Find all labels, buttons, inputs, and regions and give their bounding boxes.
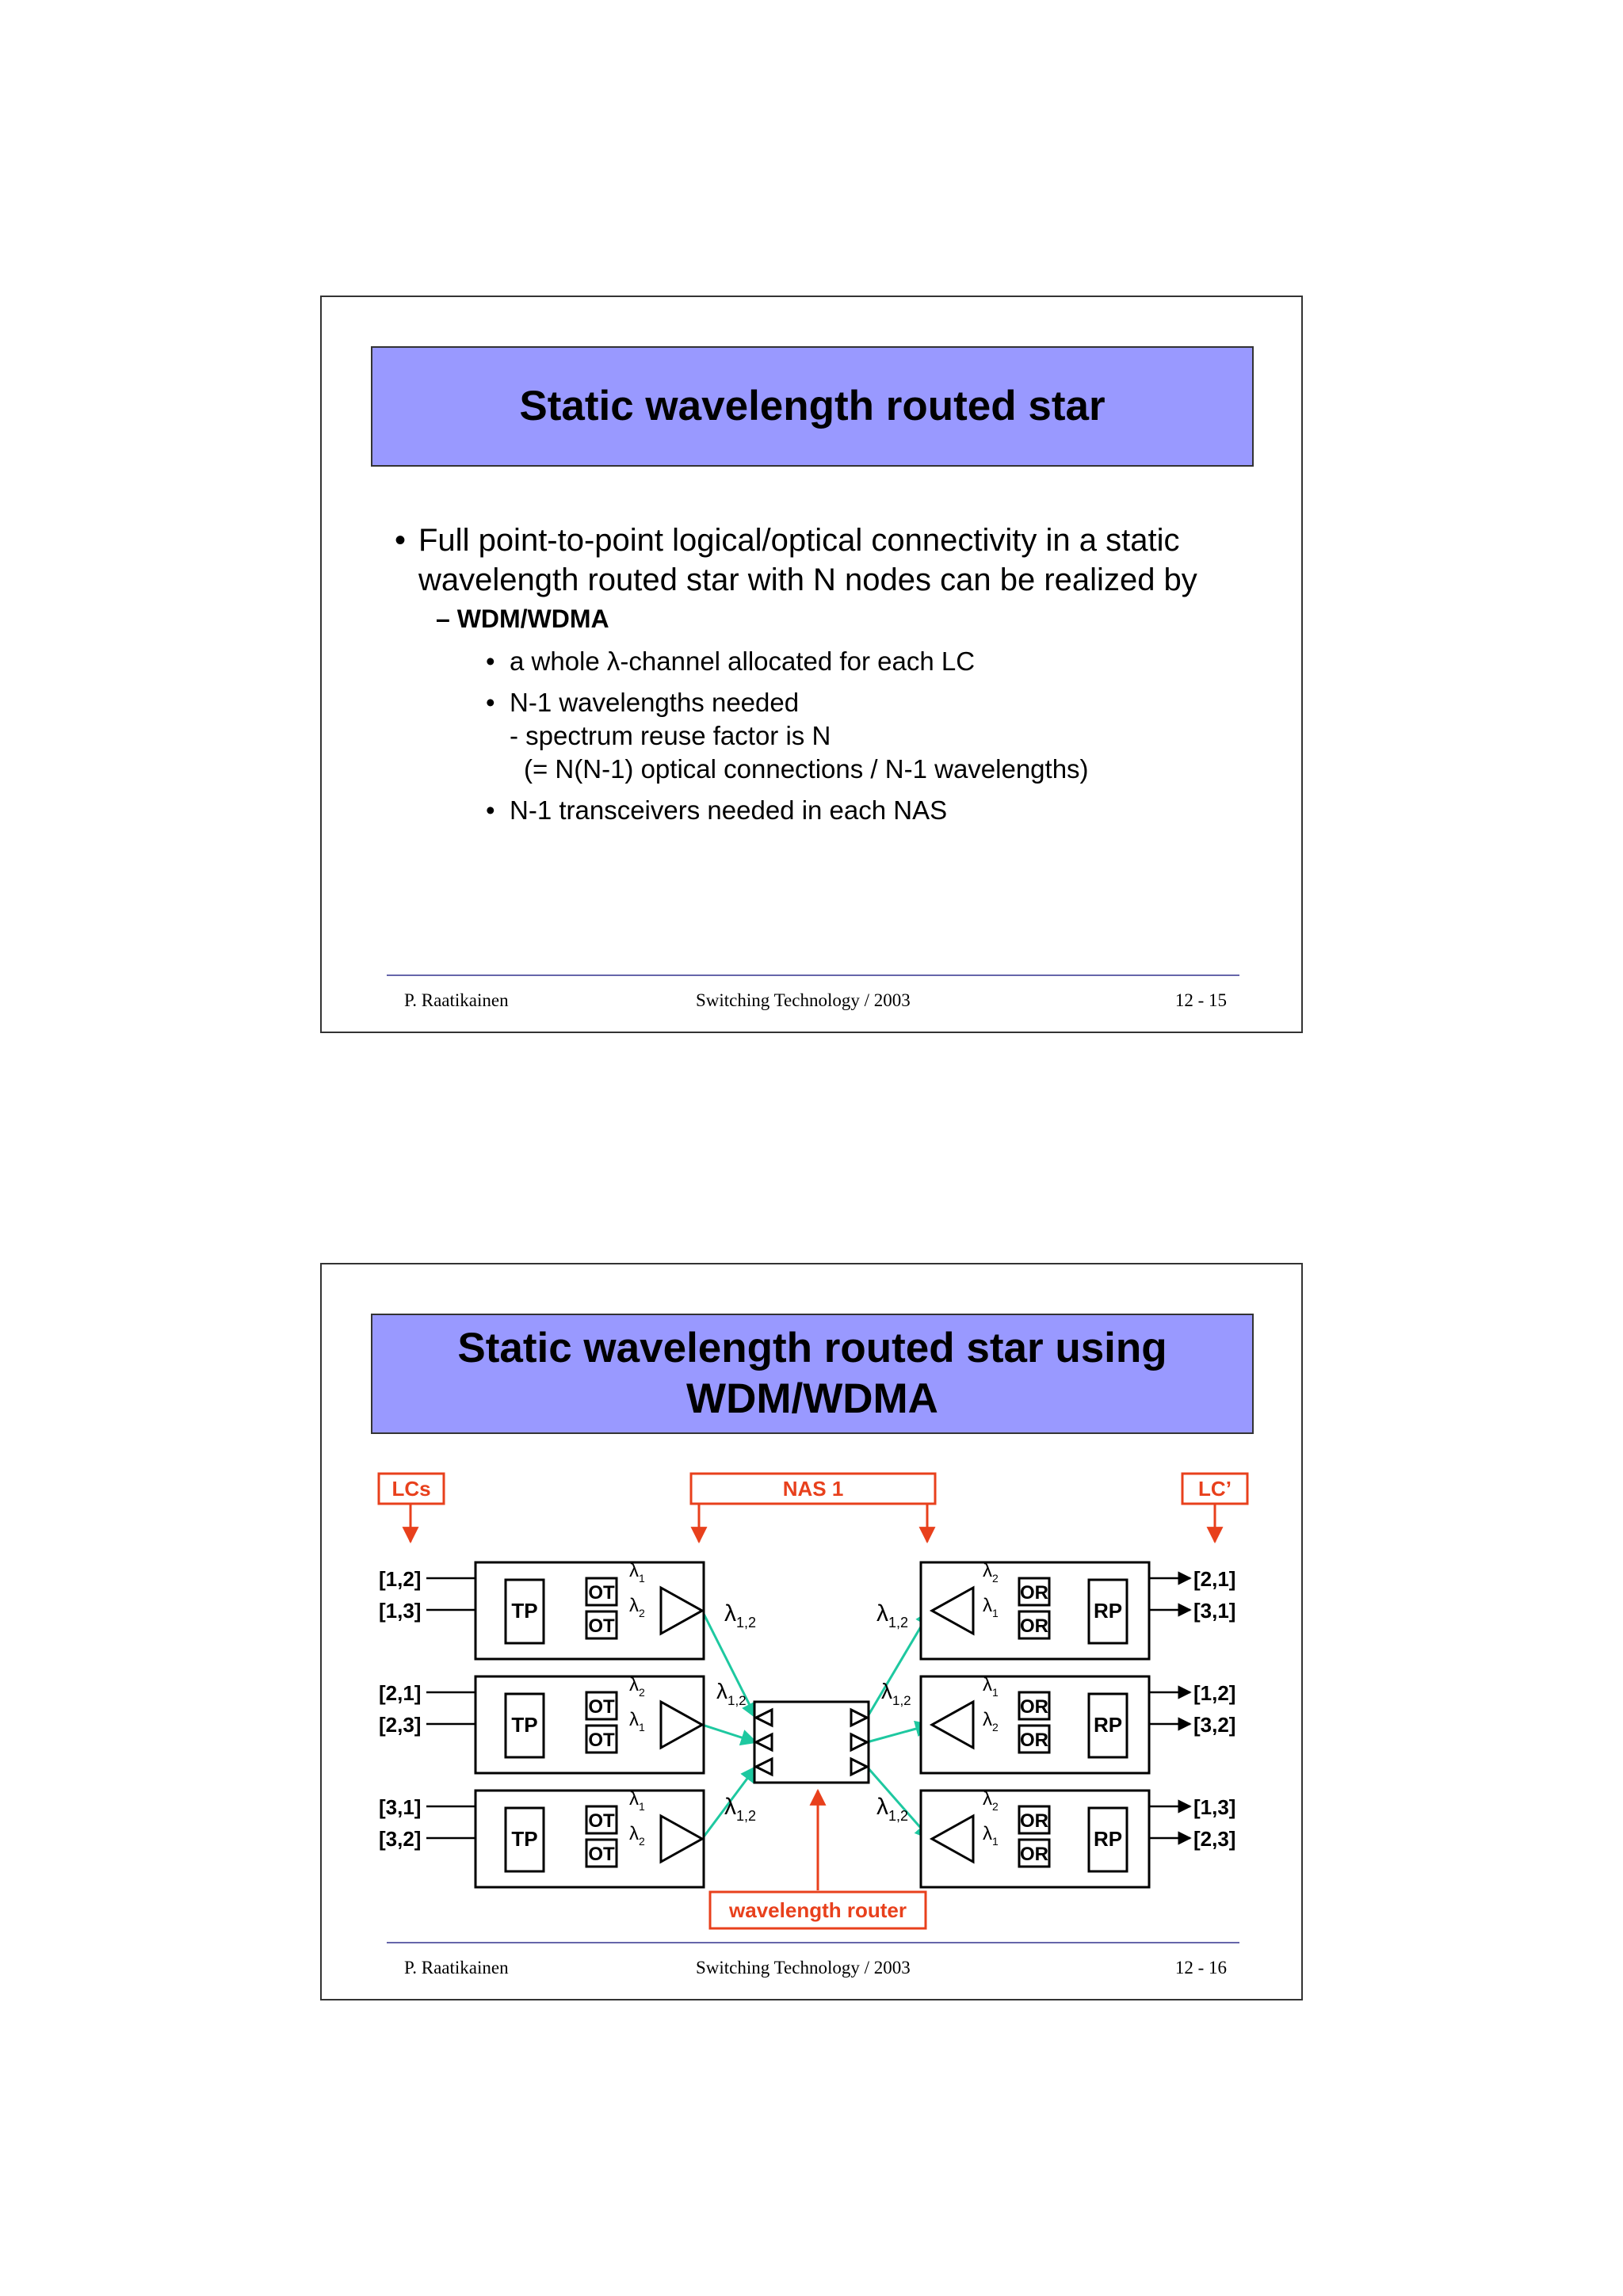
callout-lcs-label: LCs — [391, 1477, 431, 1501]
ot-label: OT — [588, 1844, 615, 1865]
ot-label: OT — [588, 1582, 615, 1604]
lc-output-label: [3,1] — [1193, 1599, 1236, 1623]
rp-label: RP — [1093, 1827, 1123, 1851]
lambda-label: $\lambda_1$ — [629, 1788, 645, 1813]
slide-title: Static wavelength routed star — [519, 383, 1106, 429]
footer-page-number: 12 - 15 — [1174, 990, 1227, 1010]
slide-12-15 — [320, 296, 1303, 1033]
lambda-label: $\lambda_2$ — [983, 1788, 999, 1813]
tp-label: TP — [511, 1827, 538, 1851]
lc-input-label: [2,3] — [379, 1713, 422, 1737]
callout-wavelength-router-label: wavelength router — [729, 1898, 907, 1922]
bullet-list — [395, 521, 1266, 835]
footer-page-number: 12 - 16 — [1174, 1958, 1227, 1978]
sub-bullet — [486, 794, 1266, 827]
slide-12-16 — [320, 1263, 1303, 2000]
rp-label: RP — [1093, 1713, 1123, 1737]
or-label: OR — [1020, 1810, 1048, 1832]
lambda-label: $\lambda_1$ — [983, 1595, 999, 1619]
lc-input-label: [3,1] — [379, 1795, 422, 1819]
lc-output-label: [1,3] — [1193, 1795, 1236, 1819]
ot-label: OT — [588, 1810, 615, 1832]
lc-output-label: [1,2] — [1193, 1681, 1236, 1705]
or-label: OR — [1020, 1582, 1048, 1604]
sub-bullet — [486, 645, 1266, 678]
sub-bullet-text: N-1 wavelengths needed — [510, 688, 800, 717]
lambda-label: $\lambda_1$ — [629, 1709, 645, 1733]
slide-title: Static wavelength routed star using WDM/WDMA — [457, 1325, 1167, 1422]
sub-bullet-text: a whole λ-channel allocated for each LC — [510, 646, 976, 676]
bullet-dot: • — [395, 523, 407, 558]
lambda-combined-label: $\lambda_{1,2}$ — [724, 1794, 757, 1824]
footer-divider — [387, 974, 1239, 976]
sub-bullet-text: N-1 transceivers needed in each NAS — [510, 795, 948, 825]
lambda-combined-label: $\lambda_{1,2}$ — [876, 1600, 909, 1630]
lc-input-label: [1,3] — [379, 1599, 422, 1623]
callout-nas1-label: NAS 1 — [782, 1477, 844, 1501]
ot-label: OT — [588, 1615, 615, 1637]
lc-output-label: [3,2] — [1193, 1713, 1236, 1737]
bullet-dot: • — [486, 795, 495, 825]
lambda-label: $\lambda_2$ — [983, 1560, 999, 1585]
callout-lc-prime-label: LC’ — [1198, 1477, 1232, 1501]
lambda-label: $\lambda_1$ — [629, 1560, 645, 1585]
footer-divider — [387, 1942, 1239, 1943]
lambda-combined-label: $\lambda_{1,2}$ — [881, 1679, 911, 1708]
lc-input-label: [1,2] — [379, 1567, 422, 1591]
wavelength-router-diagram — [371, 1466, 1254, 1941]
ot-label: OT — [588, 1696, 615, 1718]
lc-input-label: [2,1] — [379, 1681, 422, 1705]
or-label: OR — [1020, 1730, 1048, 1751]
lambda-combined-label: $\lambda_{1,2}$ — [876, 1794, 909, 1824]
sub-bullet — [486, 686, 1266, 786]
footer-author: P. Raatikainen — [404, 1958, 509, 1978]
footer-course: Switching Technology / 2003 — [696, 990, 911, 1010]
lambda-label: $\lambda_1$ — [983, 1674, 999, 1699]
lambda-combined-label: $\lambda_{1,2}$ — [724, 1600, 757, 1630]
lambda-label: $\lambda_1$ — [983, 1823, 999, 1848]
bullet-dot: • — [486, 646, 495, 676]
lambda-label: $\lambda_2$ — [629, 1595, 645, 1619]
main-bullet — [395, 521, 1266, 600]
lc-input-label: [3,2] — [379, 1827, 422, 1851]
ot-label: OT — [588, 1730, 615, 1751]
main-bullet-text: Full point-to-point logical/optical connectivity in a static wavelength routed star with N nodes can be realized by — [418, 523, 1197, 597]
tp-label: TP — [511, 1599, 538, 1623]
lc-output-label: [2,3] — [1193, 1827, 1236, 1851]
fiber-to-router — [702, 1725, 756, 1742]
or-label: OR — [1020, 1696, 1048, 1718]
footer-course: Switching Technology / 2003 — [696, 1958, 911, 1978]
lambda-label: $\lambda_2$ — [983, 1709, 999, 1733]
slide-title-box — [371, 346, 1254, 467]
lambda-combined-label: $\lambda_{1,2}$ — [716, 1679, 747, 1708]
sub-note: (= N(N-1) optical connections / N-1 wavelengths) — [524, 754, 1089, 784]
sub-bullet-list — [486, 645, 1266, 827]
sub-heading: – WDM/WDMA — [436, 605, 609, 633]
tp-label: TP — [511, 1713, 538, 1737]
bullet-dot: • — [486, 688, 495, 717]
footer-author: P. Raatikainen — [404, 990, 509, 1010]
lc-output-label: [2,1] — [1193, 1567, 1236, 1591]
lambda-label: $\lambda_2$ — [629, 1823, 645, 1848]
slide-title-box — [371, 1314, 1254, 1434]
rp-label: RP — [1093, 1599, 1123, 1623]
or-label: OR — [1020, 1844, 1048, 1865]
lambda-label: $\lambda_2$ — [629, 1674, 645, 1699]
sub-note: - spectrum reuse factor is N — [510, 721, 831, 750]
or-label: OR — [1020, 1615, 1048, 1637]
